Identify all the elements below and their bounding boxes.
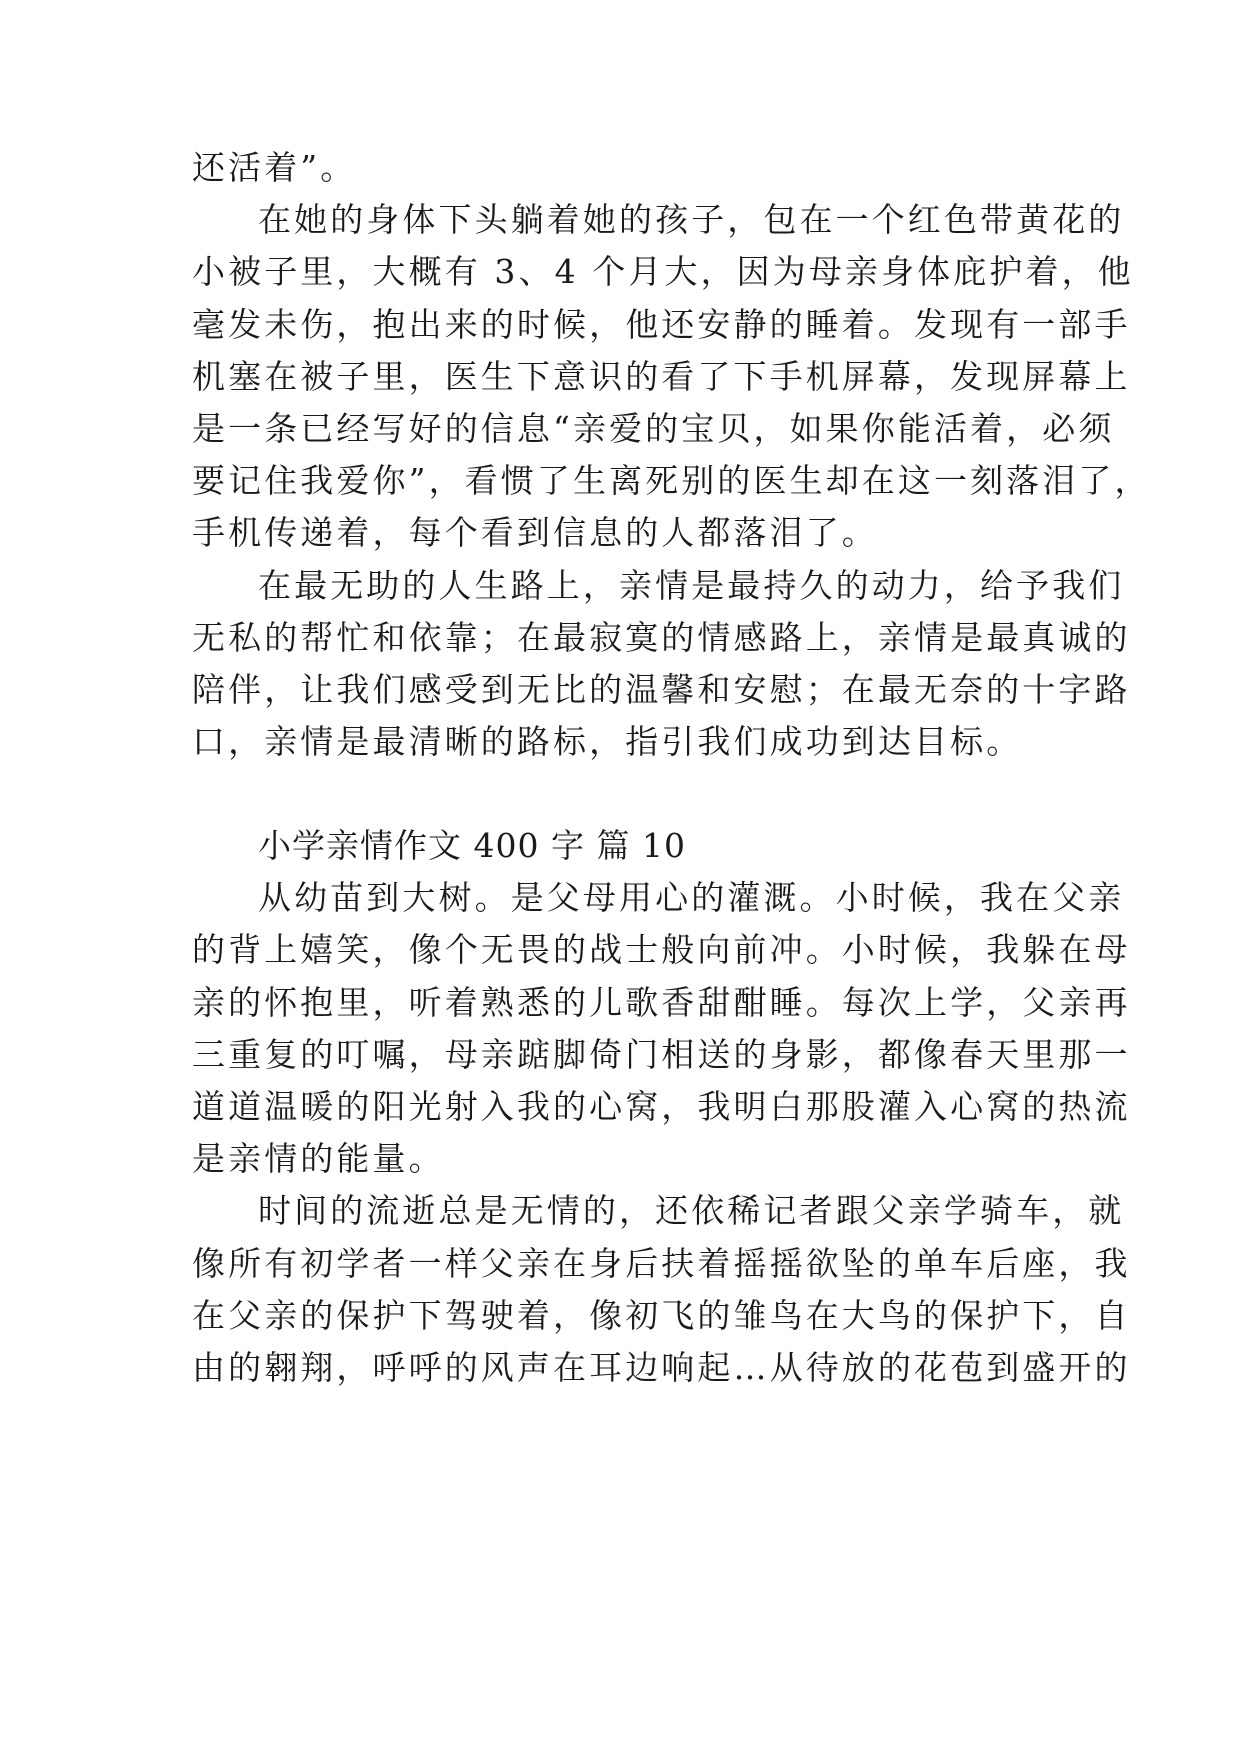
text-line: 还活着”。 [192,148,357,187]
text-line: 机塞在被子里，医生下意识的看了下手机屏幕，发现屏幕上 [192,357,1131,396]
text-line: 三重复的叮嘱，母亲踮脚倚门相送的身影，都像春天里那一 [192,1035,1131,1074]
text-line: 的背上嬉笑，像个无畏的战士般向前冲。小时候，我躲在母 [192,930,1131,969]
paragraph-first-line: 在最无助的人生路上，亲情是最持久的动力，给予我们 [258,566,1125,605]
text-line: 道道温暖的阳光射入我的心窝，我明白那股灌入心窝的热流 [192,1087,1131,1126]
paragraph-first-line: 时间的流逝总是无情的，还依稀记者跟父亲学骑车，就 [258,1191,1125,1230]
text-line: 无私的帮忙和依靠；在最寂寞的情感路上，亲情是最真诚的 [192,618,1131,657]
text-line: 是亲情的能量。 [192,1139,445,1178]
text-line: 陪伴，让我们感受到无比的温馨和安慰；在最无奈的十字路 [192,670,1131,709]
text-line: 口，亲情是最清晰的路标，指引我们成功到达目标。 [192,722,1023,761]
text-line: 要记住我爱你”，看惯了生离死别的医生却在这一刻落泪了， [192,461,1151,500]
text-line: 手机传递着，每个看到信息的人都落泪了。 [192,513,878,552]
text-line: 小被子里，大概有 3、4 个月大，因为母亲身体庇护着，他 [192,252,1134,291]
paragraph-first-line: 从幼苗到大树。是父母用心的灌溉。小时候，我在父亲 [258,878,1125,917]
text-line: 是一条已经写好的信息“亲爱的宝贝，如果你能活着，必须 [192,409,1115,448]
paragraph-first-line: 在她的身体下头躺着她的孩子，包在一个红色带黄花的 [258,200,1125,239]
text-line: 在父亲的保护下驾驶着，像初飞的雏鸟在大鸟的保护下，自 [192,1296,1131,1335]
section-heading: 小学亲情作文 400 字 篇 10 [258,826,686,865]
text-line: 毫发未伤，抱出来的时候，他还安静的睡着。发现有一部手 [192,305,1131,344]
text-line: 由的翱翔，呼呼的风声在耳边响起…从待放的花苞到盛开的 [192,1348,1131,1387]
text-line: 像所有初学者一样父亲在身后扶着摇摇欲坠的单车后座，我 [192,1244,1131,1283]
text-line: 亲的怀抱里，听着熟悉的儿歌香甜酣睡。每次上学，父亲再 [192,983,1131,1022]
